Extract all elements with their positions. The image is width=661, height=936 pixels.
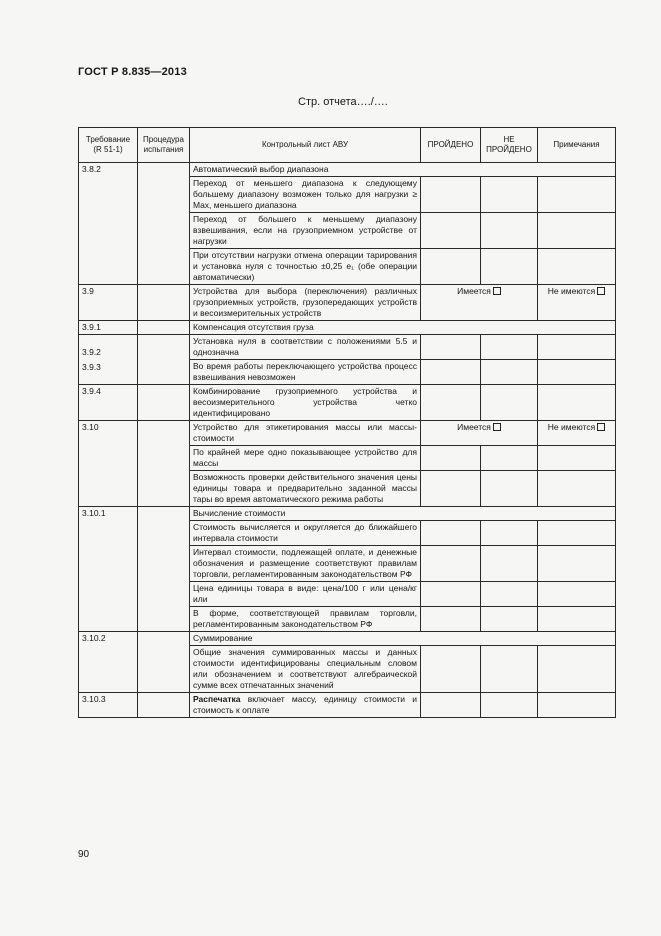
section-title: Суммирование [190, 632, 616, 646]
requirement-ref: 3.10.3 [79, 693, 138, 718]
col-checklist: Контрольный лист АВУ [190, 128, 421, 163]
table-row [79, 507, 616, 521]
notes-cell[interactable] [538, 546, 616, 582]
notes-cell[interactable] [538, 521, 616, 546]
failed-cell[interactable] [481, 177, 538, 213]
requirement-ref: 3.10 [79, 421, 138, 507]
failed-cell[interactable] [481, 607, 538, 632]
table-row [79, 335, 616, 360]
checklist-item: Во время работы переключающего устройства процесс взвешивания невозможен [190, 360, 421, 385]
table-row [79, 385, 616, 421]
table-row [79, 321, 616, 335]
checkbox-icon[interactable] [493, 287, 501, 295]
passed-cell[interactable] [421, 693, 481, 718]
table-row [79, 285, 616, 321]
table-row [79, 163, 616, 177]
failed-cell[interactable] [481, 385, 538, 421]
failed-cell[interactable] [481, 546, 538, 582]
passed-cell[interactable] [421, 249, 481, 285]
checklist-item: Переход от меньшего диапазона к следующему большему диапазону возможен только для нагрузки ≥ Max, меньшего диапазона [190, 177, 421, 213]
checklist-item: По крайней мере одно показывающее устройство для массы [190, 446, 421, 471]
requirement-ref: 3.8.2 [79, 163, 138, 285]
passed-cell[interactable] [421, 471, 481, 507]
requirement-ref: 3.10.2 [79, 632, 138, 693]
checklist-item: Цена единицы товара в виде: цена/100 г или цена/кг или [190, 582, 421, 607]
checkbox-icon[interactable] [493, 423, 501, 431]
report-page-label: Стр. отчета…./…. [298, 96, 388, 108]
table-row [79, 632, 616, 646]
section-title: Устройство для этикетирования массы или массы-стоимости [190, 421, 421, 446]
checklist-item: При отсутствии нагрузки отмена операции тарирования и установка нуля с точностью ±0,25 e₁ (обе операции автоматически) [190, 249, 421, 285]
requirement-ref: 3.9 [79, 285, 138, 321]
checklist-item: В форме, соответствующей правилам торговли, регламентированным законодательством РФ [190, 607, 421, 632]
table-header-row [79, 128, 616, 163]
table-row [79, 693, 616, 718]
failed-cell[interactable] [481, 521, 538, 546]
checkbox-icon[interactable] [597, 287, 605, 295]
presence-option-absent[interactable]: Не имеются [538, 285, 616, 321]
failed-cell[interactable] [481, 646, 538, 693]
notes-cell[interactable] [538, 360, 616, 385]
col-requirement: Требование (R 51-1) [79, 128, 138, 163]
notes-cell[interactable] [538, 646, 616, 693]
checklist-item: Возможность проверки действительного значения цены единицы товара и предварительно заданной массы тары во время автоматического режима работы [190, 471, 421, 507]
notes-cell[interactable] [538, 177, 616, 213]
failed-cell[interactable] [481, 582, 538, 607]
checklist-item: Переход от большего к меньшему диапазону взвешивания, если на грузоприемном устройстве от нагрузки [190, 213, 421, 249]
checklist-item: Распечатка включает массу, единицу стоимости и стоимость к оплате [190, 693, 421, 718]
failed-cell[interactable] [481, 360, 538, 385]
failed-cell[interactable] [481, 335, 538, 360]
passed-cell[interactable] [421, 521, 481, 546]
col-notes: Примечания [538, 128, 616, 163]
section-title: Устройства для выбора (переключения) различных грузоприемных устройств, грузопередающих устройств и весоизмерительных устройств [190, 285, 421, 321]
passed-cell[interactable] [421, 213, 481, 249]
passed-cell[interactable] [421, 446, 481, 471]
passed-cell[interactable] [421, 546, 481, 582]
checklist-item: Стоимость вычисляется и округляется до ближайшего интервала стоимости [190, 521, 421, 546]
section-title: Вычисление стоимости [190, 507, 616, 521]
failed-cell[interactable] [481, 693, 538, 718]
passed-cell[interactable] [421, 582, 481, 607]
failed-cell[interactable] [481, 471, 538, 507]
table-row [79, 421, 616, 446]
checklist-item: Общие значения суммированных массы и данных стоимости идентифицированы специальным словом или обозначением и соответствуют алгебраической сумме всех отпечатанных значений [190, 646, 421, 693]
passed-cell[interactable] [421, 646, 481, 693]
col-passed: ПРОЙДЕНО [421, 128, 481, 163]
passed-cell[interactable] [421, 335, 481, 360]
col-procedure: Процедура испытания [138, 128, 190, 163]
requirement-ref: 3.9.4 [79, 385, 138, 421]
notes-cell[interactable] [538, 693, 616, 718]
presence-option-present[interactable]: Имеется [421, 421, 538, 446]
presence-option-present[interactable]: Имеется [421, 285, 538, 321]
passed-cell[interactable] [421, 385, 481, 421]
notes-cell[interactable] [538, 446, 616, 471]
checklist-item: Компенсация отсутствия груза [190, 321, 616, 335]
notes-cell[interactable] [538, 385, 616, 421]
passed-cell[interactable] [421, 607, 481, 632]
col-failed: НЕ ПРОЙДЕНО [481, 128, 538, 163]
passed-cell[interactable] [421, 177, 481, 213]
notes-cell[interactable] [538, 213, 616, 249]
page-header: ГОСТ Р 8.835—2013 [78, 66, 187, 78]
page-number: 90 [78, 849, 90, 860]
notes-cell[interactable] [538, 582, 616, 607]
checklist-item: Комбинирование грузоприемного устройства и весоизмерительного устройства четко идентифицировано [190, 385, 421, 421]
checkbox-icon[interactable] [597, 423, 605, 431]
passed-cell[interactable] [421, 360, 481, 385]
checklist-table [78, 127, 616, 718]
failed-cell[interactable] [481, 213, 538, 249]
requirement-ref: 3.9.2 3.9.3 [79, 335, 138, 385]
notes-cell[interactable] [538, 471, 616, 507]
failed-cell[interactable] [481, 446, 538, 471]
notes-cell[interactable] [538, 607, 616, 632]
notes-cell[interactable] [538, 249, 616, 285]
requirement-ref: 3.10.1 [79, 507, 138, 632]
presence-option-absent[interactable]: Не имеются [538, 421, 616, 446]
checklist-item: Интервал стоимости, подлежащей оплате, и денежные обозначения и размещение соответствуют правилам торговли, регламентированным законодательством РФ [190, 546, 421, 582]
requirement-ref: 3.9.1 [79, 321, 138, 335]
failed-cell[interactable] [481, 249, 538, 285]
notes-cell[interactable] [538, 335, 616, 360]
checklist-item: Установка нуля в соответствии с положениями 5.5 и однозначна [190, 335, 421, 360]
section-title: Автоматический выбор диапазона [190, 163, 616, 177]
